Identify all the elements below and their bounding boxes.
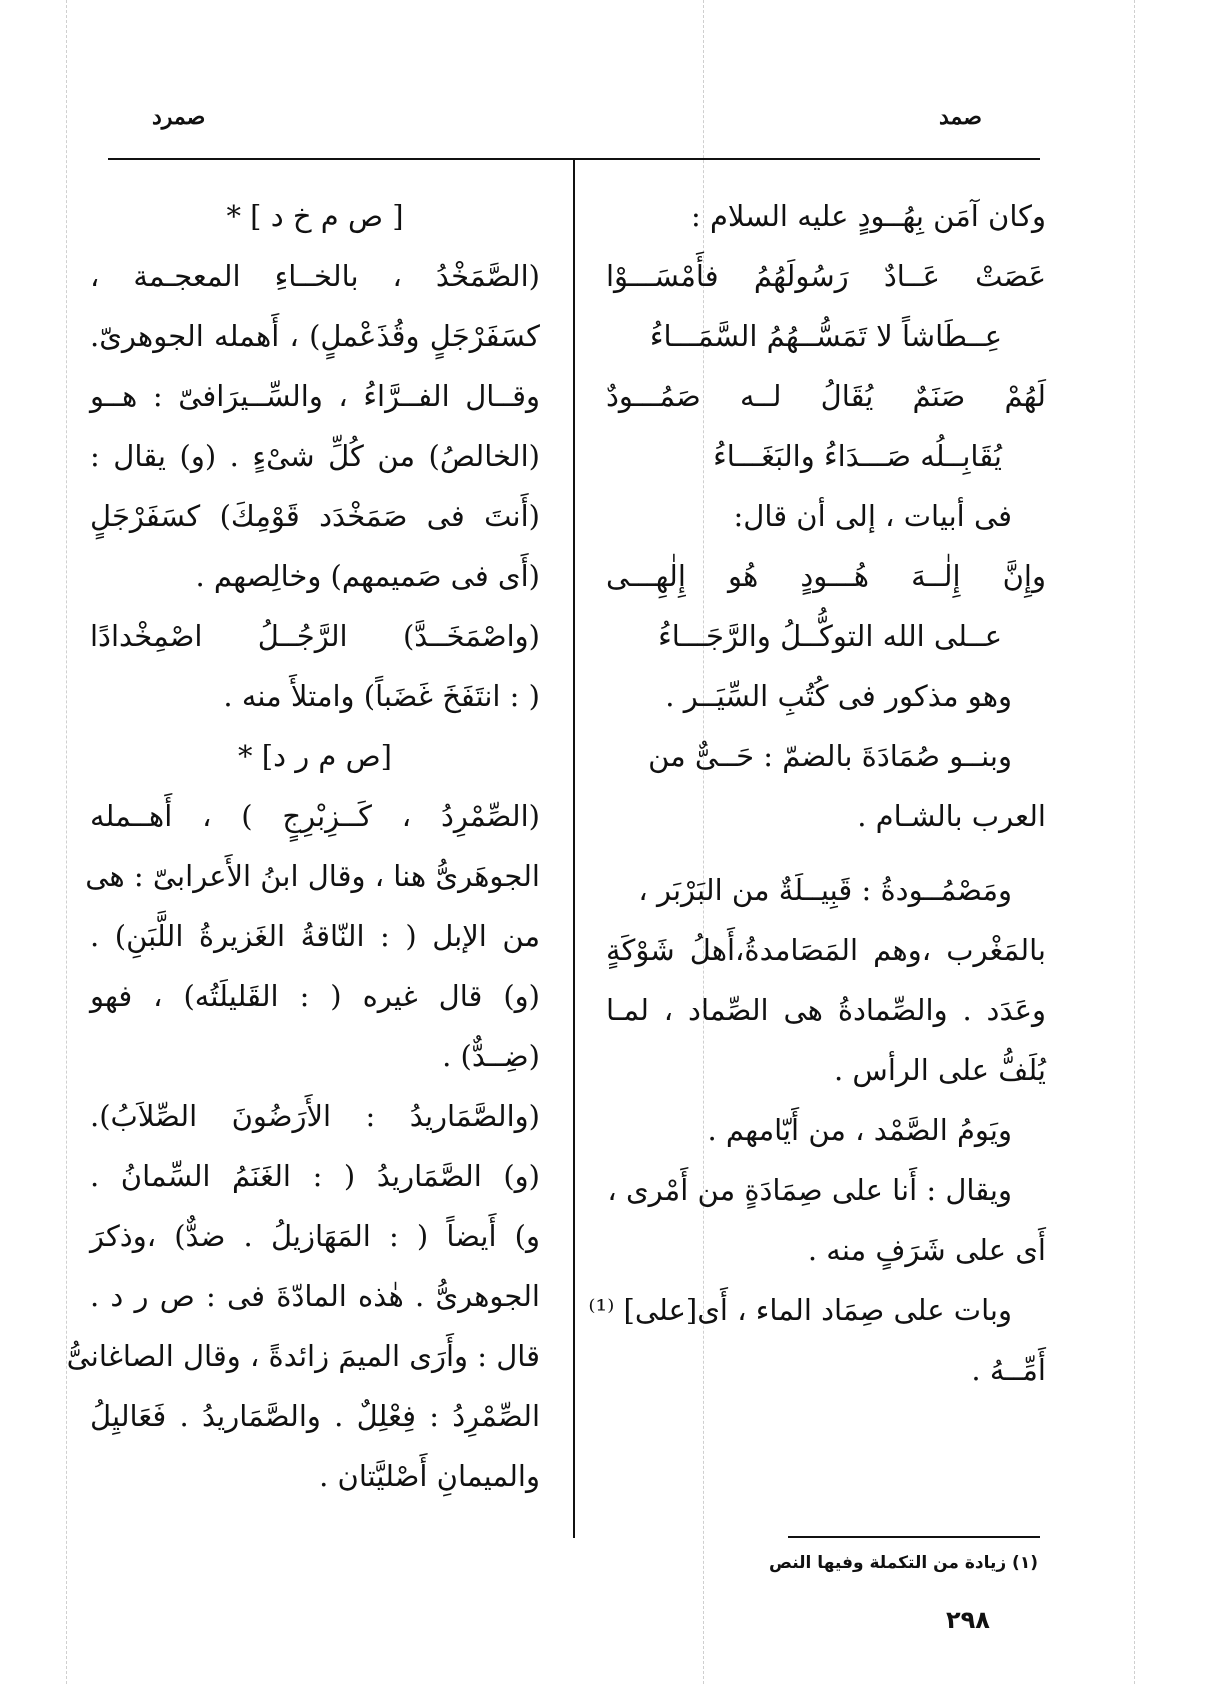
text-line: فى أبيات ، إلى أن قال: <box>733 499 1012 533</box>
scan-margin-line <box>1134 0 1135 1684</box>
text-line: (واصْمَخَــدَّ) الرَّجُــلُ اصْمِخْدادًا <box>90 619 540 653</box>
text-line: كسَفَرْجَلٍ وقُذَعْملٍ) ، أَهمله الجوهرىّ. <box>90 319 540 353</box>
verse-line: وإِنَّ إِلٰــهَ هُـــودٍ هُو إِلٰهِـــى <box>606 559 1046 593</box>
text-line: (أَنتَ فى صَمَخْدَد قَوْمِكَ) كسَفَرْجَلٍ <box>90 499 540 533</box>
column-divider <box>573 160 575 1538</box>
verse-line: عِــطَاشاً لا تَمَسُّــهُمُ السَّمَـــاءُ <box>649 319 1002 353</box>
text-line: وقــال الفــرَّاءُ ، والسِّــيرَافىّ : هــو <box>90 379 540 413</box>
verse-line: لَهُمْ صَنَمٌ يُقَالُ لــه صَمُـــودٌ <box>606 379 1046 413</box>
text-line: ويَومُ الصَّمْد ، من أَيّامهم . <box>707 1113 1012 1147</box>
text-line: الجوهرىُّ . هٰذه المادّةَ فى : ص ر د . <box>90 1279 540 1313</box>
verse-line: عــلى الله التوكُّــلُ والرَّجَـــاءُ <box>658 619 1002 653</box>
right-column <box>588 186 1046 1400</box>
paragraph-gap <box>606 846 1046 860</box>
text-line: (الصِّمْرِدُ ، كَــزِبْرِجٍ ) ، أَهــمله <box>90 799 540 833</box>
entry-heading: [ ص م خ د ] * <box>226 199 404 233</box>
text-line: من الإبل ( : النّاقةُ الغَزيرةُ اللَّبَنِ) . <box>90 919 540 953</box>
verse-line: عَصَتْ عَــادٌ رَسُولَهُمُ فأَمْسَـــوْا <box>606 259 1046 293</box>
footnote-rule <box>788 1536 1040 1538</box>
verse-line: يُقَابِــلُه صَـــدَاءُ والبَغَـــاءُ <box>713 439 1002 473</box>
entry-heading: [ص م ر د] * <box>238 739 392 773</box>
text-line: ويقال : أَنا على صِمَادَةٍ من أَمْرى ، <box>607 1173 1012 1207</box>
text-line: (الصَّمَخْدُ ، بالخــاءِ المعجـمة ، <box>90 259 540 293</box>
text-line: وعَدَد . والصِّمادةُ هى الصِّماد ، لمـا <box>606 993 1046 1027</box>
text-line: والميمانِ أَصْليَّتان . <box>319 1459 540 1493</box>
text-line: بالمَغْرب ،وهم المَصَامدةُ،أَهلُ شَوْكَةٍ <box>606 933 1046 967</box>
text-line: (و) الصَّمَاريدُ ( : الغَنَمُ السِّمانُ . <box>90 1159 540 1193</box>
text-line: أَمِّــهُ . <box>971 1353 1046 1387</box>
text-line: وبات على صِمَاد الماء ، أَى[على] ⁽¹⁾ <box>588 1293 1012 1327</box>
text-line: ( : انتَفَخَ غَضَباً) وامتلأَ منه . <box>223 679 540 713</box>
text-line: ومَصْمُــودةُ : قَبِيــلَةٌ من البَرْبَر ، <box>638 873 1012 907</box>
running-head-right: صمد <box>939 104 982 130</box>
text-line: وكان آمَن بِهُــودٍ عليه السلام : <box>690 199 1046 233</box>
text-line: (الخالصُ) من كُلِّ شىْءٍ . (و) يقال : <box>90 439 540 473</box>
text-line: العرب بالشـام . <box>857 799 1046 833</box>
text-line: (أَى فى صَميمهم) وخالِصهم . <box>195 559 540 593</box>
left-column <box>66 186 540 1506</box>
text-line: (ضِــدٌّ) . <box>442 1039 540 1073</box>
text-line: و) أَيضاً ( : المَهَازيلُ . ضدٌّ) ،وذكرَ <box>90 1219 540 1253</box>
text-line: وبنــو صُمَادَةَ بالضمّ : حَــىٌّ من <box>648 739 1012 773</box>
text-line: (والصَّمَاريدُ : الأَرَضُونَ الصِّلاَبُ). <box>90 1099 540 1133</box>
footnote: (١) زيادة من التكملة وفيها النص <box>769 1553 1038 1573</box>
text-line: قال : وأَرَى الميمَ زائدةً ، وقال الصاغانىُّ <box>66 1339 540 1373</box>
text-line: وهو مذكور فى كُتُبِ السِّيَــر . <box>665 679 1012 713</box>
page-number: ٢٩٨ <box>946 1606 990 1634</box>
text-line: يُلَفُّ على الرأس . <box>834 1053 1046 1087</box>
running-head-left: صمرد <box>152 104 206 130</box>
scan-margin-line <box>66 0 67 1684</box>
text-line: (و) قال غيره ( : القَليلَتُه) ، فهو <box>90 979 540 1013</box>
text-line: الصِّمْرِدُ : فِعْلِلٌ . والصَّمَاريدُ . فَعَاليِلُ <box>90 1399 540 1433</box>
text-line: أَى على شَرَفٍ منه . <box>807 1233 1046 1267</box>
text-line: الجوهَرىُّ هنا ، وقال ابنُ الأَعرابىّ : هى <box>85 859 540 893</box>
